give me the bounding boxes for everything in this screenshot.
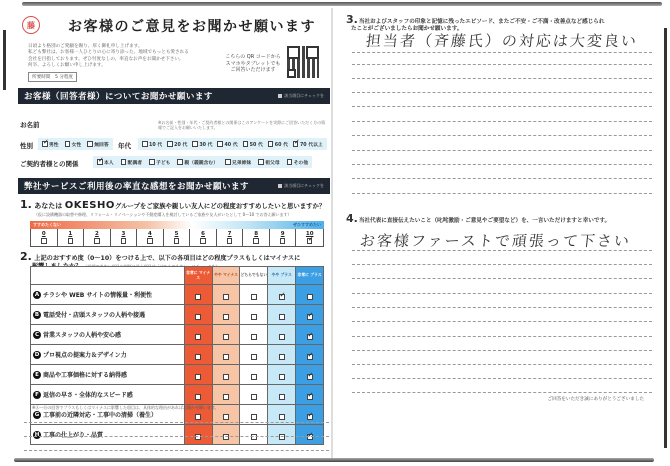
age-option[interactable] xyxy=(268,141,288,148)
checkbox[interactable] xyxy=(195,414,201,420)
row-label xyxy=(31,425,185,445)
answer-line[interactable] xyxy=(352,250,652,251)
checkbox[interactable] xyxy=(268,141,274,147)
age-options xyxy=(138,138,327,150)
scale-number: 4 xyxy=(148,231,152,238)
checkbox[interactable] xyxy=(167,141,173,147)
relation-option[interactable] xyxy=(177,159,218,166)
rating-cell[interactable] xyxy=(240,345,268,365)
rating-cell[interactable] xyxy=(268,285,296,305)
check-hint xyxy=(278,93,324,99)
rating-cell[interactable] xyxy=(240,285,268,305)
checkbox[interactable] xyxy=(149,159,155,165)
intro-line: 日頃より格別のご愛顧を賜り、厚く御礼申し上げます。 xyxy=(28,44,143,49)
gender-options xyxy=(38,138,113,150)
comment-line[interactable] xyxy=(24,436,329,437)
checkbox[interactable] xyxy=(279,314,285,320)
recommend-scale xyxy=(30,221,324,247)
question-number: 4. xyxy=(346,212,358,225)
rating-cell[interactable] xyxy=(212,285,240,305)
gender-label: 性別 xyxy=(20,142,33,150)
checkbox[interactable] xyxy=(279,434,285,440)
checkbox[interactable] xyxy=(227,238,233,244)
scale-number: 9 xyxy=(280,231,285,238)
option-label: 祖父母 xyxy=(265,160,280,166)
rating-cell[interactable] xyxy=(268,305,296,325)
relation-options xyxy=(93,156,312,168)
relation-option[interactable] xyxy=(149,159,170,166)
question-number: 3. xyxy=(346,13,358,26)
scale-option-2[interactable] xyxy=(84,229,111,246)
checkbox[interactable] xyxy=(195,334,201,340)
answer-line[interactable] xyxy=(352,364,652,365)
item-label: 商品や工事価格に対する納得感 xyxy=(43,371,128,379)
option-label: 60 代 xyxy=(274,142,288,148)
option-label: 70 代以上 xyxy=(299,142,323,148)
answer-line[interactable] xyxy=(352,321,652,322)
question-text: 当社およびスタッフの印象と記憶に残ったエピソード、またご不安・ご不満・改善点など感じられ xyxy=(358,19,605,25)
answer-line[interactable] xyxy=(352,150,652,151)
answer-line[interactable] xyxy=(352,392,652,393)
section-title: 弊社サービスご利用後の率直な感想をお聞かせ願います xyxy=(24,182,250,192)
checkbox-checked[interactable] xyxy=(307,334,313,340)
table-row xyxy=(31,365,324,385)
age-option[interactable] xyxy=(167,141,187,148)
rating-cell[interactable] xyxy=(240,385,268,405)
item-label: 工事前の近隣対応・工事中の清掃（養生） xyxy=(43,411,158,419)
checkbox-checked[interactable] xyxy=(293,141,299,147)
item-label: 返信の早さ・全体的なスピード感 xyxy=(43,391,133,399)
checkbox[interactable] xyxy=(251,374,257,380)
hint-text: 該当項目にチェックを xyxy=(284,183,324,188)
question-1-sub: （仮に設備機器の取替や修理、リフォーム・リノベーションや不動産購入を検討しているご家族や友人がいたとして 0〜10 でお答え願います） xyxy=(34,212,292,217)
answer-line[interactable] xyxy=(352,78,652,79)
respondent-section-header xyxy=(18,88,330,104)
checkbox[interactable] xyxy=(223,334,229,340)
scale-option-10[interactable] xyxy=(296,229,323,246)
rating-cell[interactable] xyxy=(212,325,240,345)
letter-badge-icon: E xyxy=(33,371,41,379)
age-option[interactable] xyxy=(243,141,263,148)
answer-line[interactable] xyxy=(352,293,652,294)
checkbox[interactable] xyxy=(87,141,93,147)
question-text: 当社代表に直接伝えたいこと（叱咤激励・ご意見やご要望など）を、一言いただけますと幸いです。 xyxy=(358,218,611,224)
rating-cell[interactable] xyxy=(240,365,268,385)
letter-badge-icon: H xyxy=(34,432,40,439)
relation-option[interactable] xyxy=(258,159,279,166)
scale-option-3[interactable] xyxy=(111,229,138,246)
scale-cells xyxy=(30,229,324,247)
checkbox[interactable] xyxy=(65,141,71,147)
duration-badge: 所要時間 5 分程度 xyxy=(28,72,77,82)
checkbox[interactable] xyxy=(147,238,153,244)
option-label: 本人 xyxy=(104,160,114,166)
option-label: 無回答 xyxy=(94,142,109,148)
rating-cell[interactable] xyxy=(268,425,296,445)
checkbox-checked[interactable] xyxy=(307,238,313,244)
option-label: その他 xyxy=(293,160,309,166)
checkbox[interactable] xyxy=(200,238,206,244)
rating-cell[interactable] xyxy=(184,285,212,305)
answer-line[interactable] xyxy=(352,278,652,279)
thank-you-note: ご回答をいただき誠にありがとうございました xyxy=(547,397,644,402)
checkbox[interactable] xyxy=(251,334,257,340)
checkbox[interactable] xyxy=(142,141,148,147)
scale-option-1[interactable] xyxy=(58,229,85,246)
answer-line[interactable] xyxy=(352,193,652,194)
rating-cell[interactable] xyxy=(184,345,212,365)
table-row xyxy=(31,285,324,305)
scale-number: 1 xyxy=(68,231,73,238)
scale-number: 5 xyxy=(174,231,179,238)
scale-number: 8 xyxy=(254,231,259,238)
rating-cell[interactable] xyxy=(268,385,296,405)
answer-line[interactable] xyxy=(352,378,652,379)
scale-number: 7 xyxy=(227,231,232,238)
answer-line[interactable] xyxy=(352,52,652,53)
col-very-positive: 非常に プラス xyxy=(296,267,324,285)
option-label: 子ども xyxy=(156,160,171,166)
question-4 xyxy=(346,212,611,225)
rating-cell[interactable] xyxy=(296,285,324,305)
scale-option-8[interactable] xyxy=(243,229,270,246)
checkbox[interactable] xyxy=(217,141,223,147)
scale-high-label: ぜひすすめたい xyxy=(292,222,321,227)
checkbox[interactable] xyxy=(223,374,229,380)
checkbox[interactable] xyxy=(223,354,229,360)
checkbox[interactable] xyxy=(195,314,201,320)
gender-option-no-answer[interactable] xyxy=(87,141,108,148)
scale-option-0[interactable] xyxy=(31,229,58,246)
relation-label: ご契約者様との関係 xyxy=(20,160,79,168)
checkbox[interactable] xyxy=(258,159,264,165)
rating-cell[interactable] xyxy=(184,365,212,385)
left-page-edge xyxy=(3,30,6,90)
qr-caption: こちらの QR コードから スマホやタブレットでも ご回答いただけます xyxy=(225,54,281,73)
checkbox[interactable] xyxy=(251,434,257,440)
checkbox[interactable] xyxy=(279,414,285,420)
checkbox[interactable] xyxy=(279,374,285,380)
checkbox-checked[interactable] xyxy=(307,414,313,420)
option-label: 親（義親含む） xyxy=(184,160,219,166)
rating-cell[interactable] xyxy=(268,365,296,385)
age-option-70-plus[interactable] xyxy=(293,141,323,148)
check-hint xyxy=(278,183,324,189)
checkbox[interactable] xyxy=(223,394,229,400)
binder-top-edge xyxy=(22,2,662,6)
table-row xyxy=(31,325,324,345)
binder-bottom-edge xyxy=(14,458,654,462)
checkbox[interactable] xyxy=(223,414,229,420)
option-label: 10 代 xyxy=(149,142,163,148)
company-stamp-icon xyxy=(22,16,40,34)
checkbox[interactable] xyxy=(280,238,286,244)
scale-number: 0 xyxy=(41,231,46,238)
stamp-char: 藤 xyxy=(27,20,35,30)
checkbox[interactable] xyxy=(243,141,249,147)
checkbox-checked[interactable] xyxy=(307,354,313,360)
comment-line[interactable] xyxy=(24,450,329,451)
comment-line[interactable] xyxy=(24,422,329,423)
checkbox[interactable] xyxy=(253,238,259,244)
rating-cell[interactable] xyxy=(268,345,296,365)
qr-corner xyxy=(287,69,296,78)
rating-cell[interactable] xyxy=(212,305,240,325)
scale-number: 2 xyxy=(94,231,99,238)
intro-text xyxy=(28,44,228,70)
item-label: 電話受付・店頭スタッフの人柄や接遇 xyxy=(43,311,146,319)
scale-low-label: すすめたくない xyxy=(33,222,62,227)
relation-option[interactable] xyxy=(225,159,251,166)
answer-line[interactable] xyxy=(352,307,652,308)
checkbox[interactable] xyxy=(195,394,201,400)
rating-cell[interactable] xyxy=(296,325,324,345)
checkbox[interactable] xyxy=(307,294,313,300)
right-page xyxy=(340,8,662,458)
service-section-header xyxy=(18,178,330,194)
rating-cell[interactable] xyxy=(240,305,268,325)
checkbox[interactable] xyxy=(195,434,201,440)
checkbox[interactable] xyxy=(192,141,198,147)
letter-badge-icon: A xyxy=(34,292,40,299)
page-title: お客様のご意見をお聞かせ願います xyxy=(68,19,316,35)
age-option[interactable] xyxy=(217,141,237,148)
row-label xyxy=(31,345,185,365)
checkbox[interactable] xyxy=(195,374,201,380)
question-number: 1. xyxy=(20,198,32,211)
answer-line[interactable] xyxy=(352,64,652,65)
option-label: 兄弟姉妹 xyxy=(232,160,252,166)
row-label xyxy=(31,285,185,305)
checkbox-icon xyxy=(278,184,282,188)
checkbox[interactable] xyxy=(279,334,285,340)
rating-cell[interactable] xyxy=(268,325,296,345)
relation-option-self[interactable] xyxy=(97,159,114,166)
answer-line[interactable] xyxy=(352,164,652,165)
age-label: 年代 xyxy=(118,142,131,150)
rating-cell[interactable] xyxy=(296,365,324,385)
right-page-edge xyxy=(664,28,667,448)
checkbox[interactable] xyxy=(41,238,47,244)
item-label: 営業スタッフの人柄や安心感 xyxy=(43,331,122,339)
checkbox[interactable] xyxy=(223,294,229,300)
answer-line[interactable] xyxy=(352,264,652,265)
answer-line[interactable] xyxy=(352,135,652,136)
checkbox[interactable] xyxy=(174,238,180,244)
relation-option[interactable] xyxy=(287,159,308,166)
question-1 xyxy=(20,198,325,211)
rating-cell[interactable] xyxy=(212,345,240,365)
option-label: 30 代 xyxy=(199,142,213,148)
answer-line[interactable] xyxy=(352,350,652,351)
evaluation-table xyxy=(30,266,324,445)
scale-option-9[interactable] xyxy=(270,229,297,246)
scale-option-6[interactable] xyxy=(190,229,217,246)
checkbox[interactable] xyxy=(279,354,285,360)
table-row xyxy=(31,305,324,325)
checkbox[interactable] xyxy=(251,394,257,400)
col-slightly-positive: やや プラス xyxy=(268,267,296,285)
checkbox-checked[interactable] xyxy=(307,434,313,440)
question-text: たことがございましたらお聞かせ願います。 xyxy=(351,26,463,32)
age-option[interactable] xyxy=(142,141,162,148)
question-number: 2. xyxy=(20,250,32,263)
option-label: 20 代 xyxy=(174,142,188,148)
letter-badge-icon: C xyxy=(34,332,40,339)
rating-cell[interactable] xyxy=(212,385,240,405)
age-option[interactable] xyxy=(192,141,212,148)
checkbox[interactable] xyxy=(287,159,293,165)
privacy-note: ※お名前・性別・年代・ご契約者様との関係はこのアンケートを実際にご回答いただく方の情報でご記入をお願いいたします。 xyxy=(158,120,326,130)
checkbox[interactable] xyxy=(68,238,74,244)
checkbox[interactable] xyxy=(177,159,183,165)
scale-number: 10 xyxy=(305,231,314,238)
answer-line[interactable] xyxy=(352,92,652,93)
row-label xyxy=(31,365,185,385)
checkbox-checked[interactable] xyxy=(279,294,285,300)
left-page xyxy=(10,8,332,458)
checkbox[interactable] xyxy=(251,414,257,420)
scale-number: 6 xyxy=(201,231,205,238)
option-label: 50 代 xyxy=(249,142,263,148)
checkbox[interactable] xyxy=(223,434,229,440)
row-label xyxy=(31,325,185,345)
rating-cell[interactable] xyxy=(296,345,324,365)
rating-cell[interactable] xyxy=(212,425,240,445)
scale-option-4[interactable] xyxy=(137,229,164,246)
question-text: グループをご家族や親しい友人にどの程度おすすめしたいと思いますか？ xyxy=(114,202,326,210)
option-label: 男性 xyxy=(49,142,59,148)
checkbox[interactable] xyxy=(251,294,257,300)
letter-badge-icon: F xyxy=(33,391,41,399)
scale-option-5[interactable] xyxy=(164,229,191,246)
hint-text: 該当項目にチェックを xyxy=(284,93,324,98)
checkbox[interactable] xyxy=(225,159,231,165)
rating-cell[interactable] xyxy=(240,425,268,445)
letter-badge-icon: B xyxy=(34,312,40,319)
header-blank xyxy=(31,267,185,285)
section-title: お客様（回答者様）についてお聞かせ願います xyxy=(24,92,213,102)
relation-option[interactable] xyxy=(121,159,142,166)
table-row xyxy=(31,345,324,365)
brand-name: OKESHO xyxy=(64,200,115,211)
question-text: あなたは xyxy=(34,202,63,210)
rating-cell[interactable] xyxy=(184,385,212,405)
checkbox[interactable] xyxy=(279,394,285,400)
checkbox-checked[interactable] xyxy=(97,159,103,165)
table-row xyxy=(31,425,324,445)
option-label: 40 代 xyxy=(224,142,238,148)
item-label: 工事の仕上がり・品質 xyxy=(43,431,104,439)
checkbox[interactable] xyxy=(195,354,201,360)
checkbox[interactable] xyxy=(195,294,201,300)
rating-cell[interactable] xyxy=(296,385,324,405)
table-header-row xyxy=(31,267,324,285)
qr-code-icon[interactable] xyxy=(287,46,319,78)
checkbox[interactable] xyxy=(251,314,257,320)
scale-option-7[interactable] xyxy=(217,229,244,246)
checkbox[interactable] xyxy=(94,238,100,244)
answer-line[interactable] xyxy=(352,121,652,122)
row-label xyxy=(31,385,185,405)
scale-number: 3 xyxy=(121,231,126,238)
intro-line: 私ども弊社は、お客様一人ひとりの心に寄り添った、地域でもっとも愛される xyxy=(28,50,189,56)
intro-line: 何卒、よろしくお願い申し上げます。 xyxy=(28,63,106,69)
checkbox-checked[interactable] xyxy=(307,394,313,400)
rating-cell[interactable] xyxy=(184,305,212,325)
rating-cell[interactable] xyxy=(184,325,212,345)
gender-option-male[interactable] xyxy=(42,141,59,148)
rating-cell[interactable] xyxy=(184,425,212,445)
intro-line: 会社を目指しております。ぜひ忖度なしの、率直なお声をお聞かせ下さい。 xyxy=(28,56,184,62)
rating-cell[interactable] xyxy=(296,305,324,325)
q3-handwritten-answer[interactable]: 担当者（斉藤氏）の対応は大変良い xyxy=(365,32,639,50)
answer-line[interactable] xyxy=(352,178,652,179)
question-text: 上記のおすすめ度（0〜10）をつける上で、以下の各項目はどの程度プラスもしくはマイナスに xyxy=(34,255,301,262)
gender-option-female[interactable] xyxy=(65,141,82,148)
col-neutral: どちらでもない xyxy=(240,267,268,285)
item-label: チラシや WEB サイトの情報量・利便性 xyxy=(43,291,153,299)
q2-footnote: ※Ⓐ〜Ⓗの回答でプラスもしくはマイナスに影響した項目は、具体的な理由があればお聞かせ願います。 xyxy=(32,405,219,410)
option-label: 配偶者 xyxy=(127,160,143,166)
q4-handwritten-answer[interactable]: お客様ファーストで頑張って下さい xyxy=(359,232,632,250)
checkbox-checked[interactable] xyxy=(307,374,313,380)
checkbox[interactable] xyxy=(121,238,127,244)
option-label: 女性 xyxy=(71,142,82,148)
table-row xyxy=(31,385,324,405)
checkbox-icon xyxy=(278,94,282,98)
col-very-negative: 非常に マイナス xyxy=(184,267,212,285)
col-slightly-negative: やや マイナス xyxy=(212,267,240,285)
rating-cell[interactable] xyxy=(212,365,240,385)
answer-line[interactable] xyxy=(352,106,652,107)
checkbox[interactable] xyxy=(251,354,257,360)
answer-line[interactable] xyxy=(352,336,652,337)
letter-badge-icon: G xyxy=(34,412,40,419)
checkbox[interactable] xyxy=(223,314,229,320)
rating-cell[interactable] xyxy=(296,425,324,445)
letter-badge-icon: D xyxy=(34,352,40,359)
checkbox-checked[interactable] xyxy=(42,141,48,147)
item-label: プロ視点の提案力＆デザイン力 xyxy=(43,351,127,359)
row-label xyxy=(31,305,185,325)
name-label: お名前 xyxy=(20,121,40,129)
rating-cell[interactable] xyxy=(240,325,268,345)
scale-gradient-bar xyxy=(30,221,324,229)
checkbox[interactable] xyxy=(121,159,127,165)
checkbox-checked[interactable] xyxy=(307,314,313,320)
